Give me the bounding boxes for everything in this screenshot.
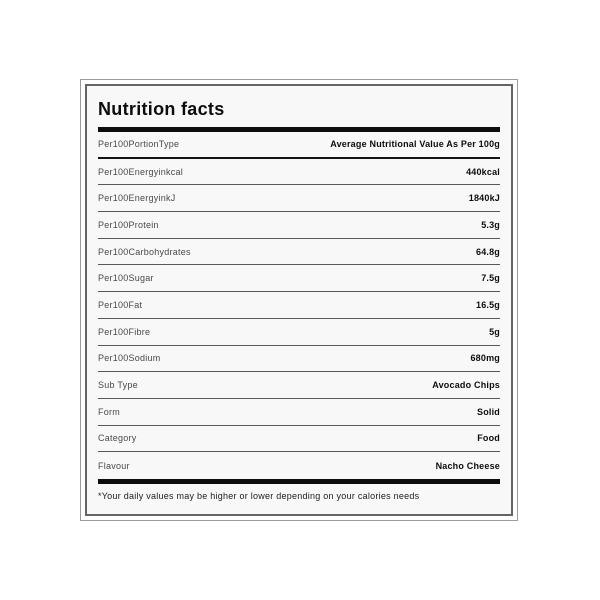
table-row-sugar bbox=[98, 265, 500, 292]
row-label: Per100Sodium bbox=[98, 353, 161, 364]
table-row-portion-type bbox=[98, 132, 500, 159]
row-value: Average Nutritional Value As Per 100g bbox=[330, 139, 500, 150]
nutrition-facts-title: Nutrition facts bbox=[98, 99, 225, 119]
table-row-fat bbox=[98, 292, 500, 319]
row-value: 1840kJ bbox=[468, 193, 500, 204]
row-label: Per100Protein bbox=[98, 219, 159, 230]
row-label: Per100Fat bbox=[98, 299, 143, 310]
table-row-energy-kcal bbox=[98, 159, 500, 186]
table-row-energy-kj bbox=[98, 185, 500, 212]
row-value: 5g bbox=[489, 326, 500, 337]
table-row-category bbox=[98, 426, 500, 453]
nutrition-table bbox=[98, 132, 500, 479]
row-value: Nacho Cheese bbox=[435, 460, 500, 471]
row-value: Solid bbox=[477, 406, 500, 417]
row-label: Flavour bbox=[98, 460, 130, 471]
row-label: Category bbox=[98, 433, 137, 444]
row-value: Food bbox=[477, 433, 500, 444]
table-row-form bbox=[98, 399, 500, 426]
row-value: 16.5g bbox=[475, 299, 500, 310]
row-value: 440kcal bbox=[466, 166, 500, 177]
row-label: Per100Sugar bbox=[98, 273, 154, 284]
row-label: Sub Type bbox=[98, 380, 138, 391]
row-label: Per100Fibre bbox=[98, 326, 151, 337]
row-value: 64.8g bbox=[475, 246, 500, 257]
row-value: 7.5g bbox=[481, 273, 500, 284]
row-value: 680mg bbox=[470, 353, 500, 364]
daily-values-footnote: *Your daily values may be higher or lower depending on your calories needs bbox=[98, 490, 420, 501]
table-row-sub-type bbox=[98, 372, 500, 399]
nutrition-facts-frame bbox=[85, 84, 513, 516]
table-row-carbohydrates bbox=[98, 239, 500, 266]
row-value: Avocado Chips bbox=[432, 380, 500, 391]
row-value: 5.3g bbox=[481, 219, 500, 230]
row-label: Per100PortionType bbox=[98, 139, 180, 150]
row-label: Per100EnergyinkJ bbox=[98, 193, 176, 204]
table-row-flavour bbox=[98, 452, 500, 479]
table-row-fibre bbox=[98, 319, 500, 346]
row-label: Per100Carbohydrates bbox=[98, 246, 191, 257]
row-label: Per100Energyinkcal bbox=[98, 166, 184, 177]
nutrition-facts-card bbox=[80, 79, 518, 521]
table-row-protein bbox=[98, 212, 500, 239]
row-label: Form bbox=[98, 406, 120, 417]
table-row-sodium bbox=[98, 346, 500, 373]
